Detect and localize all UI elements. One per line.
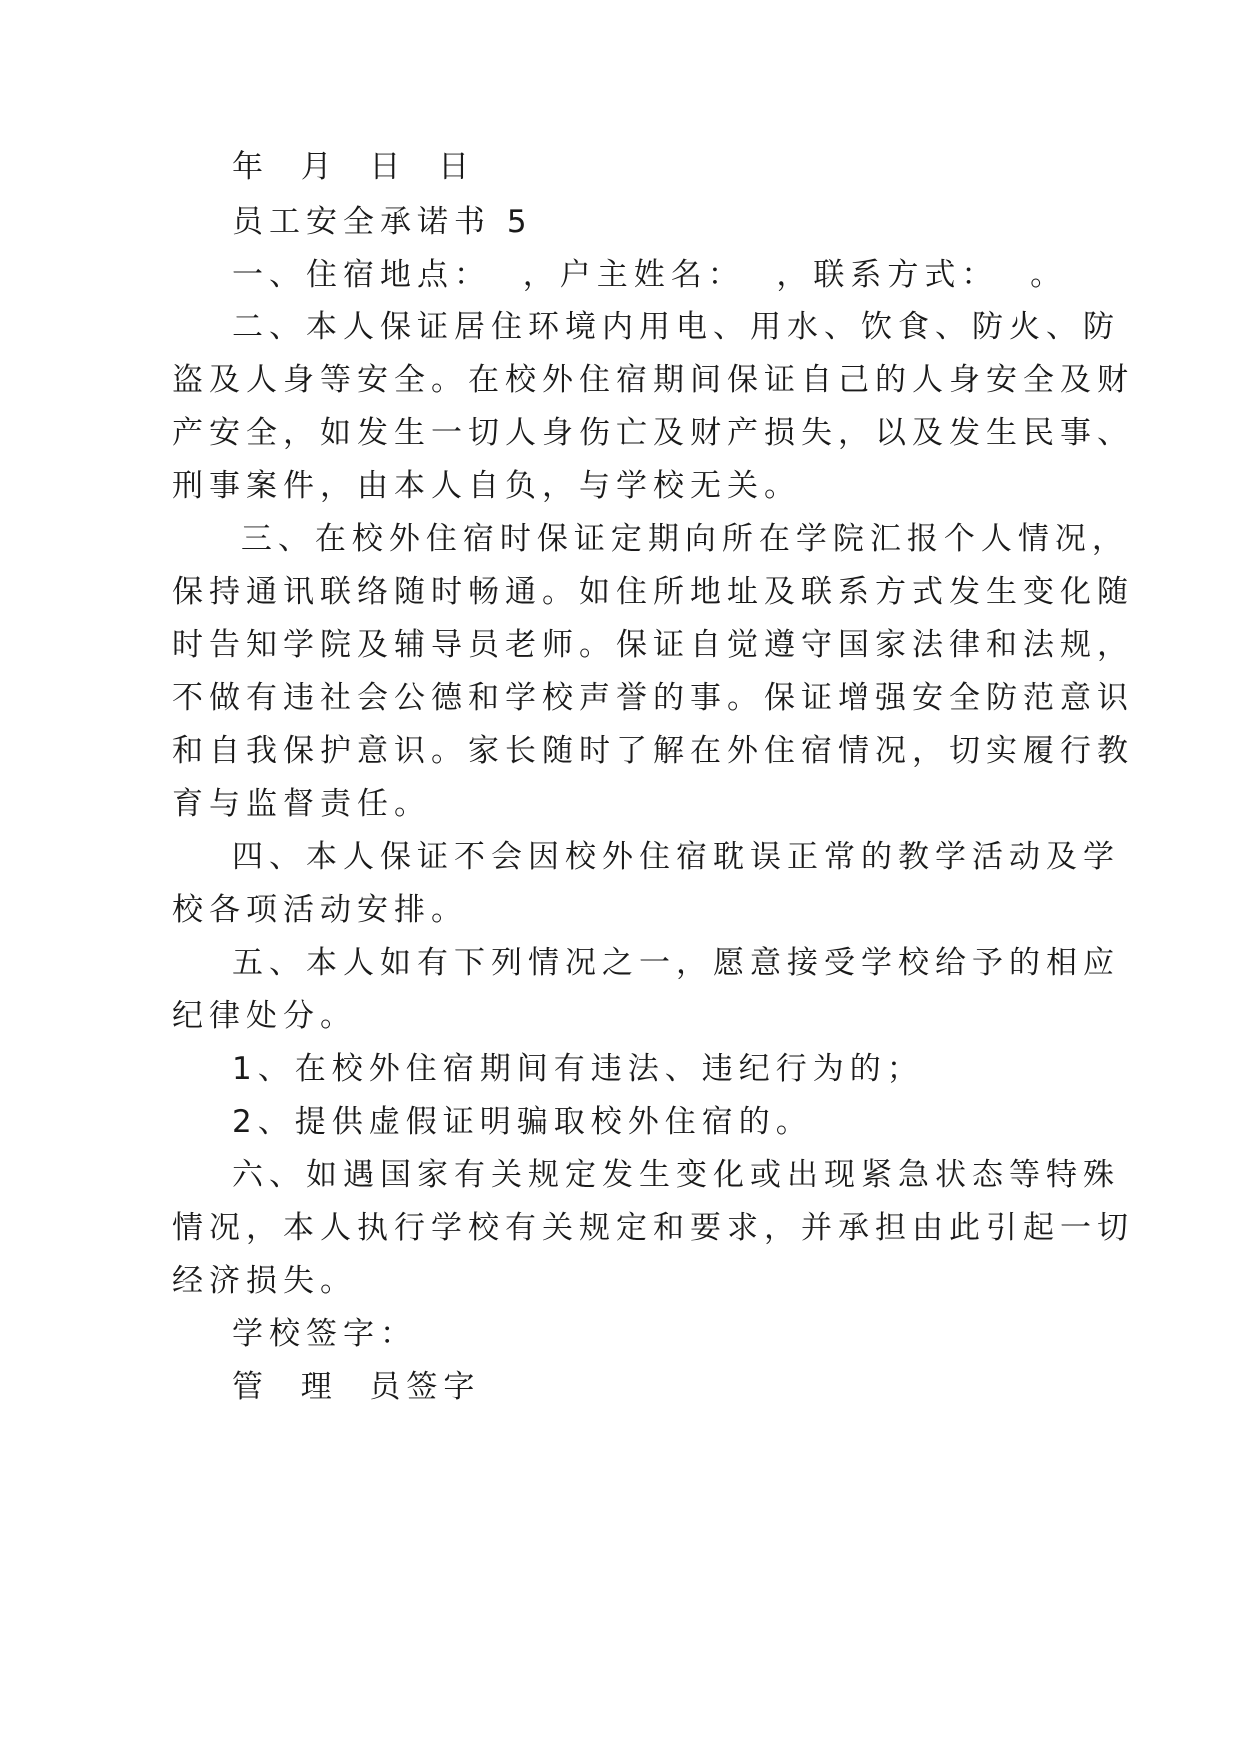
document-title: 员工安全承诺书 5 — [232, 204, 533, 240]
clause-4-line-1: 四、本人保证不会因校外住宿耽误正常的教学活动及学 — [232, 839, 1120, 875]
item-2: 2、提供虚假证明骗取校外住宿的。 — [232, 1104, 813, 1140]
clause-6-line-1: 六、如遇国家有关规定发生变化或出现紧急状态等特殊 — [232, 1157, 1120, 1193]
admin-signature-label: 管 理 员签字 — [232, 1369, 481, 1405]
clause-2-line-1: 二、本人保证居住环境内用电、用水、饮食、防火、防 — [232, 309, 1120, 345]
clause-3-line-1: 三、在校外住宿时保证定期向所在学院汇报个人情况， — [225, 521, 1129, 557]
school-signature-label: 学校签字： — [232, 1316, 417, 1352]
clause-3-line-4: 不做有违社会公德和学校声誉的事。保证增强安全防范意识 — [172, 680, 1134, 716]
clause-3-line-2: 保持通讯联络随时畅通。如住所地址及联系方式发生变化随 — [172, 574, 1134, 610]
clause-3-line-5: 和自我保护意识。家长随时了解在外住宿情况，切实履行教 — [172, 733, 1134, 769]
clause-2-line-4: 刑事案件，由本人自负，与学校无关。 — [172, 468, 801, 504]
clause-5-line-2: 纪律处分。 — [172, 998, 357, 1034]
date-line: 年 月 日 日 — [232, 149, 476, 185]
clause-4-line-2: 校各项活动安排。 — [172, 892, 468, 928]
clause-1: 一、住宿地点： ，户主姓名： ，联系方式： 。 — [232, 257, 1068, 293]
clause-2-line-2: 盗及人身等安全。在校外住宿期间保证自己的人身安全及财 — [172, 362, 1134, 398]
clause-3-line-6: 育与监督责任。 — [172, 786, 431, 822]
clause-5-line-1: 五、本人如有下列情况之一，愿意接受学校给予的相应 — [232, 945, 1120, 981]
item-1: 1、在校外住宿期间有违法、违纪行为的； — [232, 1051, 924, 1087]
clause-6-line-2: 情况，本人执行学校有关规定和要求，并承担由此引起一切 — [172, 1210, 1134, 1246]
clause-3-line-3: 时告知学院及辅导员老师。保证自觉遵守国家法律和法规， — [172, 627, 1134, 663]
clause-6-line-3: 经济损失。 — [172, 1263, 357, 1299]
clause-2-line-3: 产安全，如发生一切人身伤亡及财产损失，以及发生民事、 — [172, 415, 1134, 451]
